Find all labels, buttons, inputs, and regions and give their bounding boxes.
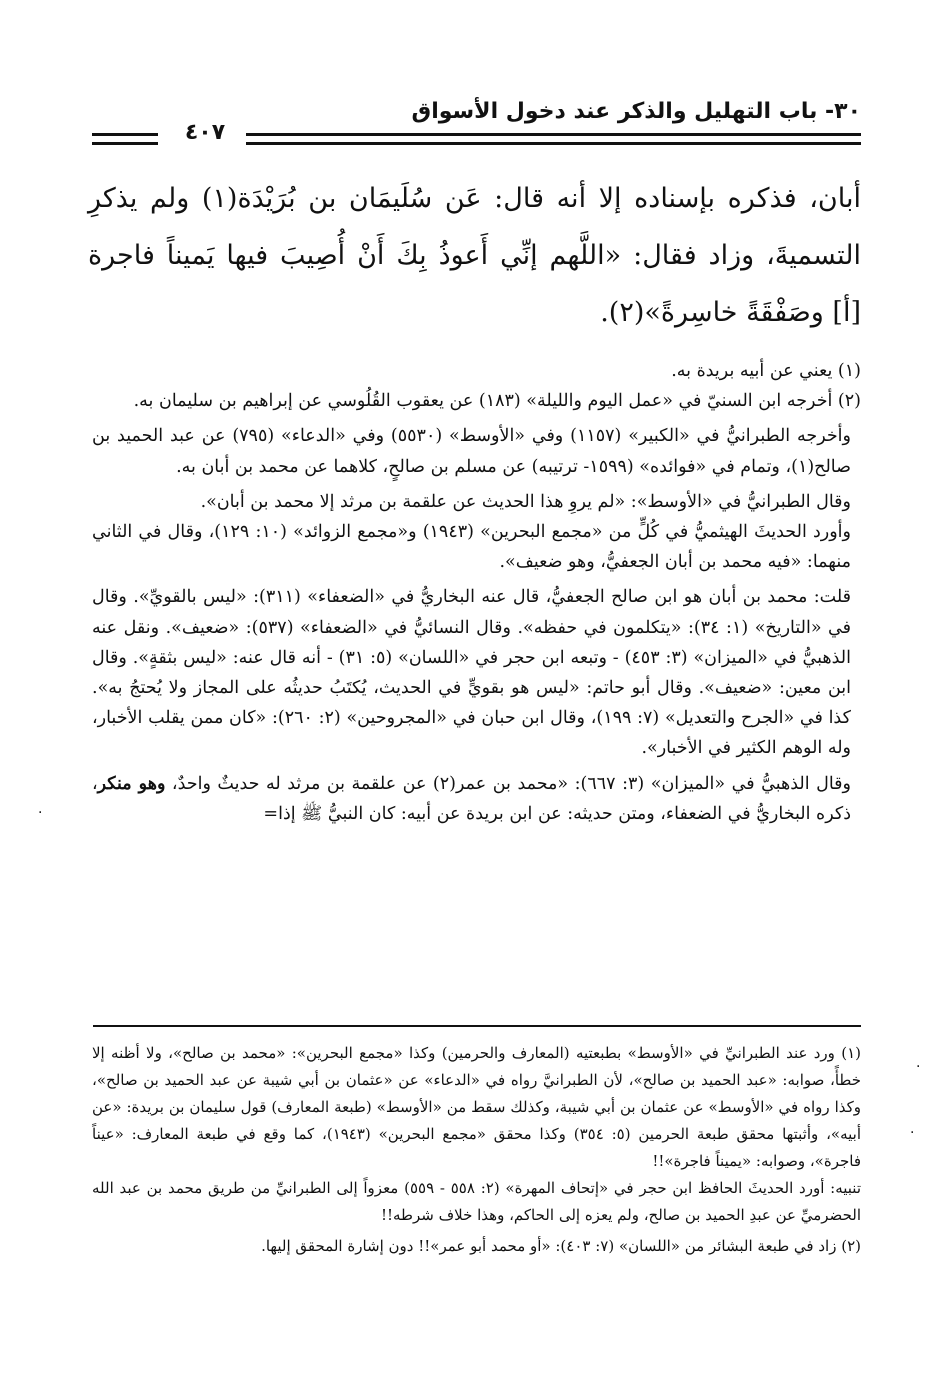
paragraph-5-start: وقال الذهبيُّ في «الميزان» (٣: ٦٦٧): «محمد بن عمر(٢) عن علقمة بن مرثد له حديثٌ واحدٌ،	[165, 773, 851, 794]
scan-mark-1: ·	[916, 1059, 921, 1075]
header-rule-bottom-right	[246, 142, 861, 145]
footnote-divider	[93, 1025, 861, 1027]
page-number: ٤٠٧	[184, 120, 226, 145]
editor-note-1: (١) ورد عند الطبرانيِّ في «الأوسط» بطبعتيه (المعارف والحرمين) وكذا «مجمع البحرين»: «محمد بن صالح»، ولا أظنه إلا خطأً، صوابه: «عبد الحميد بن صالح»، لأن الطبرانيَّ رواه في «الدعاء» عن «عثمان بن أبي شيبة عن عبد الحميد بن صالح»، وكذا رواه في «الأوسط» عن عثمان بن أبي شيبة، وكذلك سقط من «الأوسط» (طبعة المعارف) قول سليمان بن بريدة: «عن أبيه»، وأثبتها محقق طبعة الحرمين (٥: ٣٥٤) وكذا محقق «مجمع البحرين» (١٩٤٣)، كما وقع في طبعة المعارف: «عيناً فاجرة»، وصوابه: «يميناً فاجرة»!!	[92, 1044, 861, 1170]
note-1: (١) يعني عن أبيه بريدة به.	[671, 361, 861, 381]
editor-footnotes	[92, 1040, 861, 1260]
main-paragraph: أبان، فذكره بإسناده إلا أنه قال: عَن سُلَيمَان بن بُرَيْدَة(١) ولم يذكرِ التسميةَ، وزاد فقال: «اللَّهم إنِّي أَعوذُ بِكَ أَنْ أُصِيبَ فيها يَميناً فاجرة [أ] وصَفْقَةً خاسِرةً»(٢).	[88, 183, 861, 328]
paragraph-5-bold: وهو منكر	[97, 773, 166, 794]
paragraph-5-end: ، ذكره البخاريُّ في الضعفاء، ومتن حديثه: عن ابن بريدة عن أبيه: كان النبيُّ ﷺ إذا=	[92, 773, 851, 824]
note-2-paragraph-3: وأورد الحديثَ الهيثميُّ في كُلٍّ من «مجمع البحرين» (١٩٤٣) و«مجمع الزوائد» (١٠: ١٢٩)، وقال في الثاني منهما: «فيه محمد بن أبان الجعفيُّ، وهو ضعيف».	[92, 522, 851, 573]
scan-mark-2: ·	[910, 1125, 915, 1141]
note-2-paragraph-2: وقال الطبرانيُّ في «الأوسط»: «لم يروِ هذا الحديث عن علقمة بن مرثد إلا محمد بن أبان».	[200, 491, 851, 512]
main-text	[88, 170, 861, 341]
scan-mark-3: ·	[38, 805, 43, 821]
note-2-paragraph-1: وأخرجه الطبرانيُّ في «الكبير» (١١٥٧) وفي «الأوسط» (٥٥٣٠) وفي «الدعاء» (٧٩٥) عن عبد الحميد بن صالح(١)، وتمام في «فوائده» (١٥٩٩- ترتيبه) عن مسلم بن صالحٍ، كلاهما عن محمد بن أبان به.	[92, 426, 851, 477]
editor-note-2: (٢) زاد في طبعة البشائر من «اللسان» (٧: ٤٠٣): «أو محمد أبو عمر»!! دون إشارة المحقق إليها.	[261, 1237, 861, 1255]
header-rule-top-left	[92, 133, 158, 136]
chapter-title: ٣٠- باب التهليل والذكر عند دخول الأسواق	[411, 99, 861, 124]
note-2-paragraph-5	[92, 769, 861, 829]
commentary	[92, 356, 861, 829]
note-2: (٢) أخرجه ابن السنيّ في «عمل اليوم والليلة» (١٨٣) عن يعقوب القُلُوسي عن إبراهيم بن سليمان به.	[133, 391, 861, 412]
note-2-paragraph-4: قلت: محمد بن أبان هو ابن صالح الجعفيُّ، قال عنه البخاريُّ في «الضعفاء» (٣١١): «ليس بالقويِّ». وقال في «التاريخ» (١: ٣٤): «يتكلمون في حفظه». وقال النسائيُّ في «الضعفاء» (٥٣٧): «ضعيف». ونقل عنه الذهبيُّ في «الميزان» (٣: ٤٥٣) - وتبعه ابن حجر في «اللسان» (٥: ٣١) - أنه قال عنه: «ليس بثقةٍ». وقال ابن معين: «ضعيف». وقال أبو حاتم: «ليس هو بقويٍّ في الحديث، يُكتَبُ حديثُه على المجاز ولا يُحتجُ به». كذا في «الجرح والتعديل» (٧: ١٩٩)، وقال ابن حبان في «المجروحين» (٢: ٢٦٠): «كان ممن يقلب الأخبار، وله الوهم الكثير في الأخبار».	[92, 587, 851, 759]
editor-note-1-remark: تنبيه: أورد الحديثَ الحافظ ابن حجر في «إتحاف المهرة» (٢: ٥٥٨ - ٥٥٩) معزواً إلى الطبرانيِّ من طريق محمد بن عبد الله الحضرميِّ عن عبدِ الحميد بن صالح، ولم يعزه إلى الحاكم، وهذا خلاف شرطه!!	[92, 1179, 861, 1224]
header-rule-top-right	[246, 133, 861, 136]
header-rule-bottom-left	[92, 142, 158, 145]
